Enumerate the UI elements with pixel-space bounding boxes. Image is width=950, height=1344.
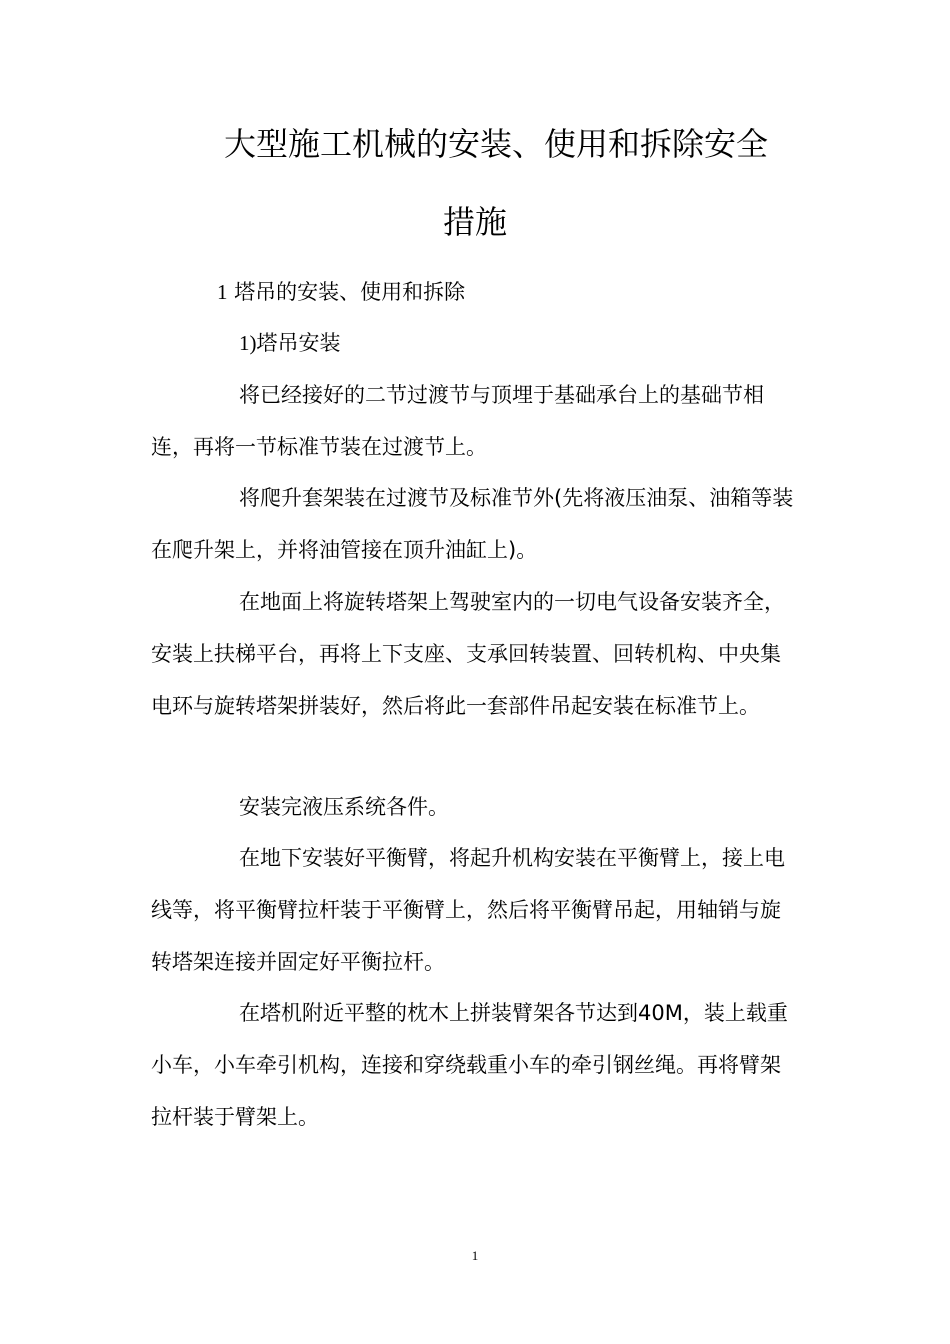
document-title-line-1: 大型施工机械的安装、使用和拆除安全: [224, 125, 769, 163]
paragraph: 将已经接好的二节过渡节与顶埋于基础承台上的基础节相连，再将一节标准节装在过渡节上。: [151, 383, 764, 459]
section-number: 1: [217, 280, 228, 304]
paragraph: 在地下安装好平衡臂，将起升机构安装在平衡臂上，接上电线等，将平衡臂拉杆装于平衡臂上，然后将平衡臂吊起，用轴销与旋转塔架连接并固定好平衡拉杆。: [151, 846, 785, 974]
paragraph: 安装完液压系统各件。: [239, 795, 449, 819]
paragraph: 将爬升套架装在过渡节及标准节外(先将液压油泵、油箱等装在爬升架上，并将油管接在顶升油缸上)。: [151, 486, 794, 562]
section-title: 塔吊的安装、使用和拆除: [234, 280, 466, 304]
section-heading: [217, 266, 465, 318]
document-title-line-2: 措施: [442, 203, 507, 241]
page-number: 1: [471, 1248, 479, 1263]
paragraph: 在塔机附近平整的枕木上拼装臂架各节达到40M，装上载重小车，小车牵引机构，连接和穿绕载重小车的牵引钢丝绳。再将臂架拉杆装于臂架上。: [151, 1001, 788, 1129]
subsection-number: 1): [239, 331, 257, 355]
subsection-heading: [239, 317, 341, 369]
paragraph: 在地面上将旋转塔架上驾驶室内的一切电气设备安装齐全，安装上扶梯平台，再将上下支座、支承回转装置、回转机构、中央集电环与旋转塔架拼装好，然后将此一套部件吊起安装在标准节上。: [151, 590, 785, 718]
subsection-title: 塔吊安装: [256, 331, 341, 355]
